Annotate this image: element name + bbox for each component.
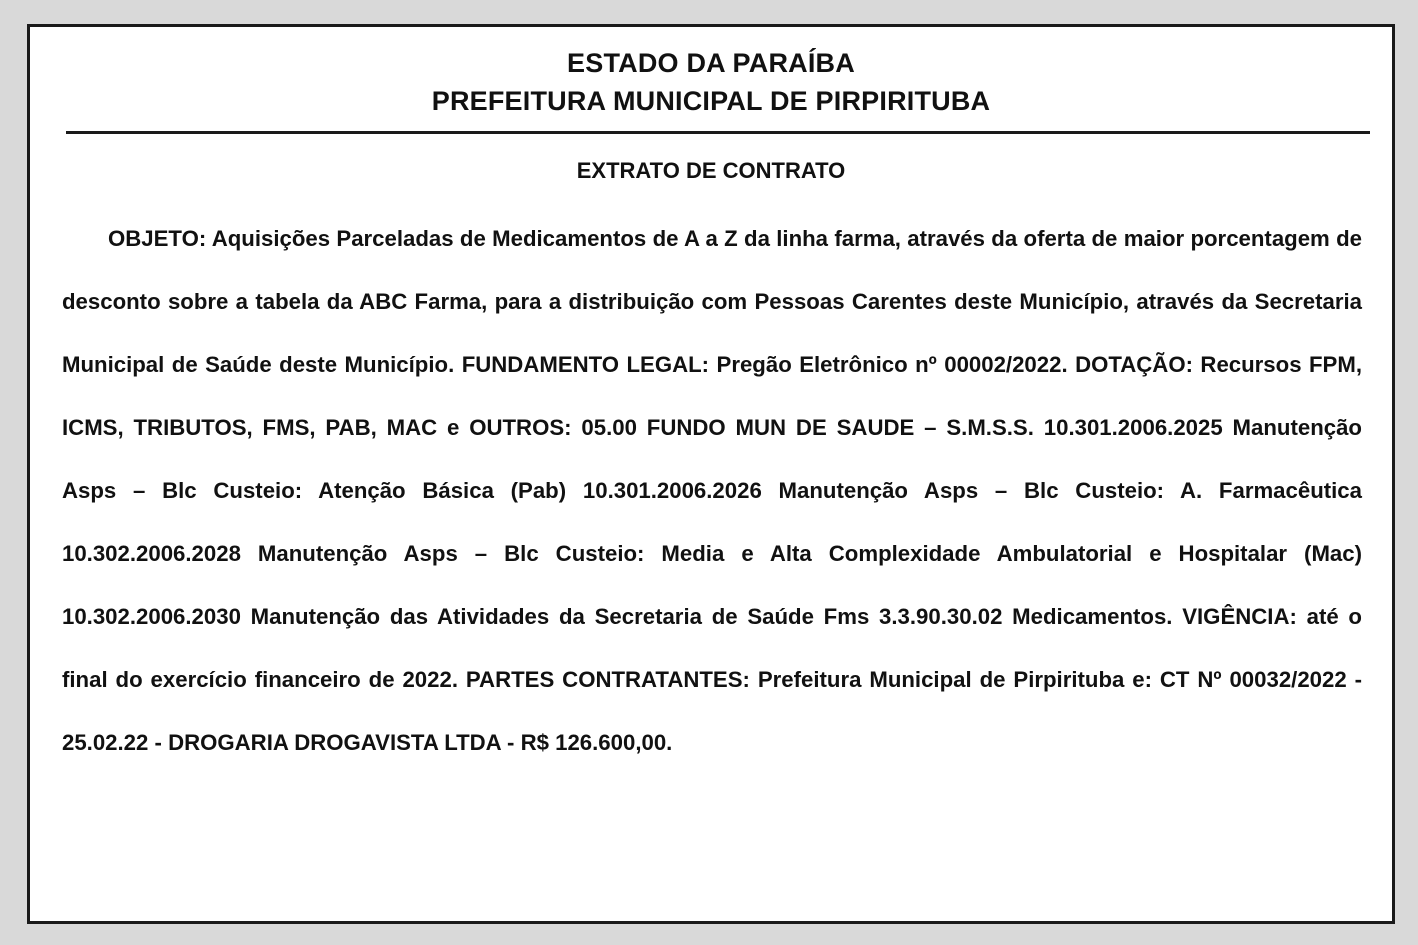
document-title: EXTRATO DE CONTRATO	[576, 158, 846, 183]
document-header	[30, 27, 1392, 120]
municipality-name: PREFEITURA MUNICIPAL DE PIRPIRITUBA	[431, 86, 991, 116]
state-name: ESTADO DA PARAÍBA	[567, 48, 855, 78]
header-divider	[66, 131, 1370, 134]
document-page	[27, 24, 1395, 924]
contract-extract-text: OBJETO: Aquisições Parceladas de Medicamentos de A a Z da linha farma, através da oferta de maior porcentagem de desconto sobre a tabela da ABC Farma, para a distribuição com Pessoas Carentes deste Município, através da Secretaria Municipal de Saúde deste Município. FUNDAMENTO LEGAL: Pregão Eletrônico nº 00002/2022. DOTAÇÃO: Recursos FPM, ICMS, TRIBUTOS, FMS, PAB, MAC e OUTROS: 05.00 FUNDO MUN DE SAUDE – S.M.S.S. 10.301.2006.2025 Manutenção Asps – Blc Custeio: Atenção Básica (Pab) 10.301.2006.2026 Manutenção Asps – Blc Custeio: A. Farmacêutica 10.302.2006.2028 Manutenção Asps – Blc Custeio: Media e Alta Complexidade Ambulatorial e Hospitalar (Mac) 10.302.2006.2030 Manutenção das Atividades da Secretaria de Saúde Fms 3.3.90.30.02 Medicamentos. VIGÊNCIA: até o final do exercício financeiro de 2022. PARTES CONTRATANTES: Prefeitura Municipal de Pirpirituba e: CT Nº 00032/2022 - 25.02.22 - DROGARIA DROGAVISTA LTDA - R$ 126.600,00.	[62, 226, 1362, 755]
